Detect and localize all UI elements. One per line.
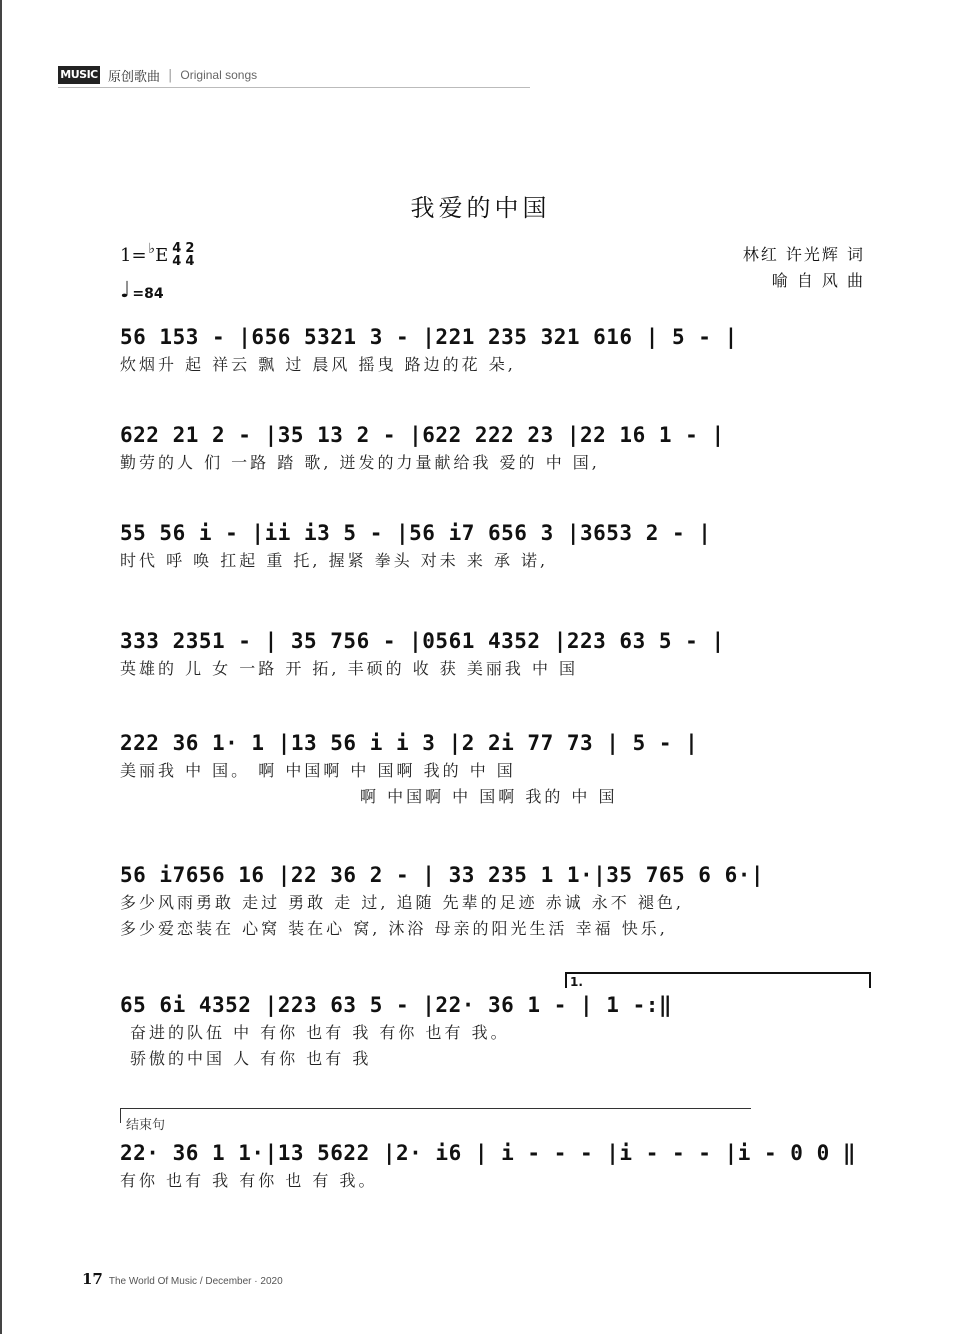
time-sig-2-top: 2 bbox=[185, 241, 195, 256]
lyric-line: 勤劳的人 们 一路 踏 歌, 迸发的力量献给我 爱的 中 国, bbox=[120, 453, 600, 472]
lyric-line-2: 骄傲的中国 人 有你 也有 我 bbox=[130, 1049, 372, 1068]
score-row-2 bbox=[120, 420, 872, 476]
notation-line: 56 i7656 16 |22 36 2 - | 33 235 1 1·|35 765 6 6·| bbox=[120, 863, 765, 887]
magazine-logo: MUSIC bbox=[58, 66, 100, 84]
section-title-cn: 原创歌曲 bbox=[108, 69, 161, 85]
lyric-line: 美丽我 中 国。 啊 中国啊 中 国啊 我的 中 国 bbox=[120, 761, 516, 780]
notation-line: 55 56 i - |ii i3 5 - |56 i7 656 3 |3653 2 - | bbox=[120, 521, 712, 545]
tempo-value: =84 bbox=[132, 286, 164, 302]
section-title-en: Original songs bbox=[180, 68, 258, 82]
first-ending-bracket bbox=[565, 972, 871, 988]
score-row-1 bbox=[120, 322, 872, 378]
time-sig-1-top: 4 bbox=[172, 241, 182, 256]
notation-line: 222 36 1· 1 |13 56 i i 3 |2 2i 77 73 | 5 - | bbox=[120, 731, 699, 755]
notation-line: 56 153 - |656 5321 3 - |221 235 321 616 | 5 - | bbox=[120, 325, 738, 349]
lyric-line: 多少风雨勇敢 走过 勇敢 走 过, 追随 先辈的足迹 赤诚 永不 褪色, bbox=[120, 893, 684, 912]
tempo-marking bbox=[120, 280, 164, 302]
notation-line: 333 2351 - | 35 756 - |0561 4352 |223 63 5 - | bbox=[120, 629, 725, 653]
composer: 喻 自 风 曲 bbox=[771, 271, 865, 290]
song-title: 我爱的中国 bbox=[410, 194, 551, 222]
page-number: 17 bbox=[82, 1270, 103, 1288]
score-row-5 bbox=[120, 728, 872, 810]
song-credits bbox=[743, 242, 865, 294]
page-footer bbox=[82, 1270, 283, 1288]
notation-line: 22· 36 1 1·|13 5622 |2· i6 | i - - - |i - - - |i - 0 0 ‖ bbox=[120, 1141, 857, 1165]
score-row-7 bbox=[120, 990, 872, 1072]
key-note: E bbox=[155, 244, 169, 266]
notation-line: 622 21 2 - |35 13 2 - |622 222 23 |22 16 1 - | bbox=[120, 423, 725, 447]
coda-label: 结束句 bbox=[126, 1118, 166, 1133]
score-row-8 bbox=[120, 1138, 872, 1194]
footer-text: The World Of Music / December · 2020 bbox=[108, 1276, 283, 1287]
time-signature-1 bbox=[172, 242, 181, 268]
lyric-line-2: 啊 中国啊 中 国啊 我的 中 国 bbox=[360, 787, 618, 806]
lyric-line: 英雄的 儿 女 一路 开 拓, 丰硕的 收 获 美丽我 中 国 bbox=[120, 659, 579, 678]
score-row-6 bbox=[120, 860, 872, 942]
time-sig-2-bottom: 4 bbox=[185, 254, 195, 269]
page-header bbox=[58, 64, 257, 86]
time-signature-2 bbox=[185, 242, 194, 268]
lyricist: 林红 许光辉 词 bbox=[742, 245, 865, 264]
lyric-line: 有你 也有 我 有你 也 有 我。 bbox=[120, 1171, 378, 1190]
key-signature bbox=[120, 242, 194, 268]
header-rule bbox=[58, 87, 530, 88]
score-row-3 bbox=[120, 518, 872, 574]
header-separator: | bbox=[168, 67, 173, 83]
notation-line: 65 6i 4352 |223 63 5 - |22· 36 1 - | 1 -:‖ bbox=[120, 993, 673, 1017]
lyric-line: 时代 呼 唤 扛起 重 托, 握紧 拳头 对未 来 承 诺, bbox=[120, 551, 549, 570]
lyric-line: 炊烟升 起 祥云 飘 过 晨风 摇曳 路边的花 朵, bbox=[120, 355, 516, 374]
quarter-note-icon: ♩ bbox=[120, 278, 131, 303]
coda-bracket bbox=[120, 1108, 751, 1123]
lyric-line-2: 多少爱恋装在 心窝 装在心 窝, 沐浴 母亲的阳光生活 幸福 快乐, bbox=[120, 919, 668, 938]
time-sig-1-bottom: 4 bbox=[172, 254, 182, 269]
lyric-line: 奋进的队伍 中 有你 也有 我 有你 也有 我。 bbox=[130, 1023, 510, 1042]
score-row-4 bbox=[120, 626, 872, 682]
first-ending-label: 1. bbox=[570, 975, 583, 989]
flat-symbol: ♭ bbox=[148, 241, 156, 257]
key-prefix: 1= bbox=[120, 244, 147, 266]
